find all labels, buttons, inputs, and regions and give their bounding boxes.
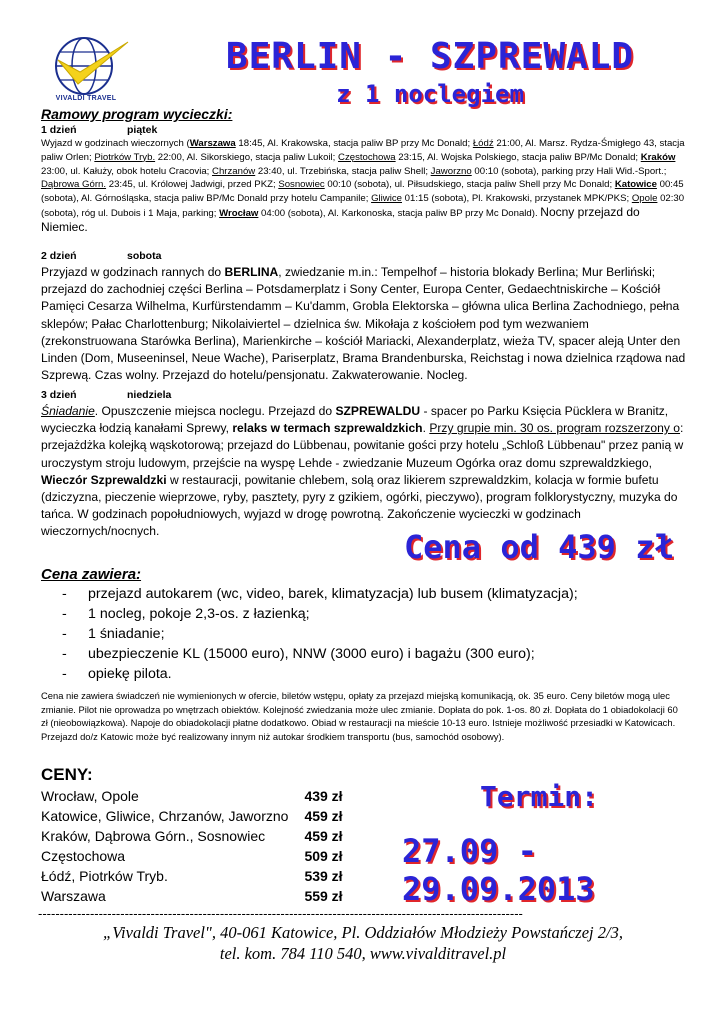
day1-weekday: piątek (127, 124, 158, 136)
price-city: Warszawa (41, 888, 106, 904)
price-value: 459 zł (304, 808, 343, 824)
price-value: 459 zł (304, 828, 343, 844)
table-row (41, 806, 343, 826)
day2-label: 2 dzień (41, 250, 77, 262)
page-title: BERLIN - SZPREWALD (225, 36, 635, 77)
price-value: 509 zł (304, 848, 343, 864)
price-city: Wrocław, Opole (41, 788, 139, 804)
price-city: Katowice, Gliwice, Chrzanów, Jaworzno (41, 808, 289, 824)
day1-label: 1 dzień (41, 124, 77, 136)
table-row (41, 786, 343, 806)
notes-text: Cena nie zawiera świadczeń nie wymienionych w ofercie, biletów wstępu, opłaty za przejazd miejską komunikacją, ok. 35 euro. Ceny biletów mogą ulec zmianie. Pilot nie oprowadza po wnętrzach obiektów. Kolejność zwiedzania może ulec zmianie. Dopłata do pok. 1-os. 80 zł. Dopłata do 1 obiadokolacji 60 zł (nieobowiązkowa). Napoje do obiadokolacji płatne dodatkowo. Obiad w restauracji na mieście 10-13 euro. Istnieje możliwość przesiadki w Katowicach. Przejazd do/z Katowic może być realizowany innym niż autokar środkiem transportu (bus, samochód osobowy). (41, 690, 678, 742)
table-row (41, 886, 343, 906)
table-row (41, 826, 343, 846)
price-banner: Cena od 439 zł (404, 528, 674, 566)
list-item: - przejazd autokarem (wc, video, barek, klimatyzacja) lub busem (klimatyzacja); (62, 586, 578, 602)
table-row (41, 846, 343, 866)
day3-header (41, 389, 171, 401)
list-item: - ubezpieczenie KL (15000 euro), NNW (3000 euro) i bagażu (300 euro); (62, 646, 535, 662)
program-heading: Ramowy program wycieczki: (41, 106, 233, 122)
footer-address: „Vivaldi Travel", 40-061 Katowice, Pl. Oddziałów Młodzieży Powstańczej 2/3, (103, 923, 623, 942)
day2-weekday: sobota (127, 250, 162, 262)
list-item: - 1 śniadanie; (62, 626, 165, 642)
price-city: Kraków, Dąbrowa Górn., Sosnowiec (41, 828, 266, 844)
logo-text: VIVALDI TRAVEL (55, 95, 117, 102)
page-subtitle: z 1 noclegiem (336, 80, 524, 108)
prices-table (41, 786, 343, 906)
day3-label: 3 dzień (41, 389, 77, 401)
price-value: 539 zł (304, 868, 343, 884)
vivaldi-travel-logo (38, 34, 134, 104)
day3-text: Śniadanie. Opuszczenie miejsca noclegu. Przejazd do SZPREWALDU - spacer po Parku Księcia Pücklera w Branitz, wycieczka łodzią kanałami Sprewy, relaks w termach szprewaldzkich. Przy grupie min. 30 os. program rozszerzony o: przejażdżka kolejką wąskotorową; przejazd do Lübbenau, powitanie gości przy hotelu „Schloß Lübbenau" przez panią w uroczystym stroju ludowym, przejście na wyspę Lehde - zwiedzanie Muzeum Ogórka oraz domu szprewaldzkiego, Wieczór Szprewaldzki w restauracji, powitanie chlebem, solą oraz likierem szprewaldzkim, kolacja w formie bufetu (dziczyzna, pieczenie wieprzowe, ryby, pasztety, pyry z gzikiem, ogórki, pieczywo), program folklorystyczny, muzyka do tańca. W godzinach popołudniowych, wyjazd w drogę powrotną. Zakończenie wycieczki w godzinach wieczornych/nocnych. (41, 404, 684, 539)
day2-header (41, 250, 161, 262)
footer-contact: tel. kom. 784 110 540, www.vivalditravel.pl (219, 944, 507, 963)
price-city: Łódź, Piotrków Tryb. (41, 868, 168, 884)
term-dates: 27.09 - 29.09.2013 (402, 832, 595, 908)
includes-heading: Cena zawiera: (41, 566, 142, 583)
day3-weekday: niedziela (127, 389, 172, 401)
separator-line: ---------------------------------------------------------------------------------------------------------------- (38, 906, 523, 921)
price-city: Częstochowa (41, 848, 126, 864)
price-value: 559 zł (304, 888, 343, 904)
day1-text: Wyjazd w godzinach wieczornych (Warszawa 18:45, Al. Krakowska, stacja paliw BP przy Mc Donald; Łódź 21:00, Al. Marsz. Rydza-Śmigłego 43, stacja paliw Orlen; Piotrków Tryb. 22:00, Al. Sikorskiego, stacja paliw Lukoil; Częstochowa 23:15, Al. Wojska Polskiego, stacja paliw BP/Mc Donald; Kraków 23:00, ul. Kałuży, obok hotelu Cracovia; Chrzanów 23:40, ul. Trzebińska, stacja paliw Shell; Jaworzno 00:10 (sobota), parking przy Hali Wid.-Sport.; Dąbrowa Górn. 23:45, ul. Królowej Jadwigi, przed PKZ; Sosnowiec 00:10 (sobota), ul. Piłsudskiego, stacja paliw Shell przy Mc Donald; Katowice 00:45 (sobota), Al. Górnośląska, stacja paliw BP/Mc Donald przy hotelu Campanile; Gliwice 01:15 (sobota), Pl. Krakowski, przystanek MPK/PKS; Opole 02:30 (sobota), róg ul. Dubois i 1 Maja, parking; Wrocław 04:00 (sobota), Al. Karkonoska, stacja paliw BP przy Mc Donald). Nocny przejazd do Niemiec. (41, 138, 685, 234)
day1-header (41, 124, 157, 136)
prices-heading: CENY: (41, 765, 93, 784)
list-item: - 1 nocleg, pokoje 2,3-os. z łazienką; (62, 606, 310, 622)
includes-list (62, 584, 578, 684)
term-label: Termin: (480, 780, 599, 813)
list-item: - opiekę pilota. (62, 666, 172, 682)
footer (38, 922, 688, 964)
price-value: 439 zł (304, 788, 343, 804)
table-row (41, 866, 343, 886)
day2-text: Przyjazd w godzinach rannych do BERLINA, zwiedzanie m.in.: Tempelhof – historia blokady Berlina; Mur Berliński; przejazd do zachodniej części Berlina – Potsdamerplatz i Sony Center, Europa Center, Gedaechtniskirche – Kościół Pamięci Cesarza Wilhelma, Kurfürstendamm – Ku'damm, Grobla Elektorska – główna ulica Berlina Zachodniego, pełna sklepów; Pałac Charlottenburg; Nikolaiviertel – dzielnica św. Mikołaja z kościołem pod tym wezwaniem (zrekonstruowana Starówka Berlina), Marienkirche – kościół Mariacki, Alexanderplatz, wieża TV, spacer aleją Unter den Linden (Dom, Museeninsel, Neue Wache), Pariserplatz, Brama Brandenburska, Reichstag i nowa dzielnica rządowa nad Szprewą. Czas wolny. Przejazd do hotelu/pensjonatu. Zakwaterowanie. Nocleg. (41, 265, 686, 383)
